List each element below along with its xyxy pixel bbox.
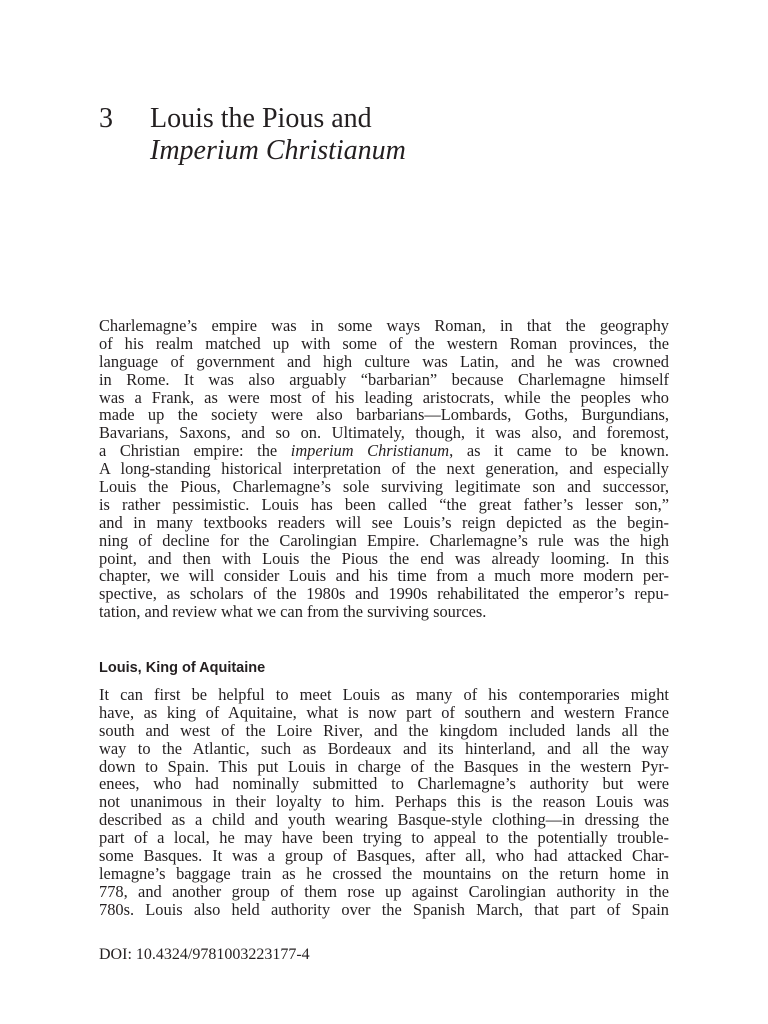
chapter-title-line-2: Imperium Christianum	[150, 135, 406, 166]
paragraph-line: and in many textbooks readers will see Louis’s reign depicted as the begin-	[99, 512, 669, 532]
paragraph-line: have, as king of Aquitaine, what is now part of southern and western France	[99, 702, 669, 722]
chapter-number: 3	[99, 103, 113, 134]
paragraph-line: 780s. Louis also held authority over the Spanish March, that part of Spain	[99, 899, 669, 919]
doi-footer[interactable]: DOI: 10.4324/9781003223177-4	[99, 946, 310, 963]
paragraph-line: It can first be helpful to meet Louis as many of his contemporaries might	[99, 685, 669, 704]
paragraph-line: in Rome. It was also arguably “barbarian” because Charlemagne himself	[99, 369, 669, 389]
paragraph-line: point, and then with Louis the Pious the end was already looming. In this	[99, 548, 669, 568]
paragraph-line: 778, and another group of them rose up against Carolingian authority in the	[99, 881, 669, 901]
paragraph-line: down to Spain. This put Louis in charge of the Basques in the western Pyr-	[99, 756, 669, 776]
paragraph-line: tation, and review what we can from the surviving sources.	[99, 602, 487, 622]
paragraph-line: some Basques. It was a group of Basques, after all, who had attacked Char-	[99, 846, 669, 866]
paragraph-line-with-italic	[99, 442, 669, 460]
italic-term: imperium Christianum	[290, 441, 450, 461]
paragraph-line: not unanimous in their loyalty to him. Perhaps this is the reason Louis was	[99, 792, 669, 812]
intro-paragraph	[99, 317, 669, 621]
paragraph-line: part of a local, he may have been trying to appeal to the potentially trouble-	[99, 828, 669, 848]
paragraph-line: lemagne’s baggage train as he crossed the mountains on the return home in	[99, 863, 669, 883]
paragraph-line: was a Frank, as were most of his leading aristocrats, while the peoples who	[99, 387, 669, 407]
line-text: a Christian empire: the	[99, 441, 291, 461]
line-text: , as it came to be known.	[449, 441, 669, 461]
paragraph-line: Charlemagne’s empire was in some ways Roman, in that the geography	[99, 316, 669, 335]
paragraph-line: ning of decline for the Carolingian Empire. Charlemagne’s rule was the high	[99, 530, 669, 550]
paragraph-line: spective, as scholars of the 1980s and 1990s rehabilitated the emperor’s repu-	[99, 584, 669, 604]
paragraph-line: enees, who had nominally submitted to Charlemagne’s authority but were	[99, 774, 669, 794]
chapter-title-line-1: Louis the Pious and	[150, 103, 372, 134]
paragraph-line: south and west of the Loire River, and the kingdom included lands all the	[99, 720, 669, 740]
chapter-title	[150, 103, 660, 167]
paragraph-line: Bavarians, Saxons, and so on. Ultimately, though, it was also, and foremost,	[99, 423, 669, 443]
paragraph-line: is rather pessimistic. Louis has been called “the great father’s lesser son,”	[99, 494, 669, 514]
paragraph-line: chapter, we will consider Louis and his time from a much more modern per-	[99, 566, 669, 586]
paragraph-line: language of government and high culture was Latin, and he was crowned	[99, 351, 669, 371]
paragraph-line: made up the society were also barbarians—Lombards, Goths, Burgundians,	[99, 405, 669, 425]
aquitaine-paragraph	[99, 686, 669, 919]
paragraph-line: A long-standing historical interpretation of the next generation, and especially	[99, 459, 669, 479]
paragraph-line: of his realm matched up with some of the western Roman provinces, the	[99, 333, 669, 353]
section-heading: Louis, King of Aquitaine	[99, 660, 266, 676]
paragraph-line: way to the Atlantic, such as Bordeaux and its hinterland, and all the way	[99, 738, 669, 758]
paragraph-line: Louis the Pious, Charlemagne’s sole surviving legitimate son and successor,	[99, 477, 669, 497]
paragraph-line: described as a child and youth wearing Basque-style clothing—in dressing the	[99, 810, 669, 830]
